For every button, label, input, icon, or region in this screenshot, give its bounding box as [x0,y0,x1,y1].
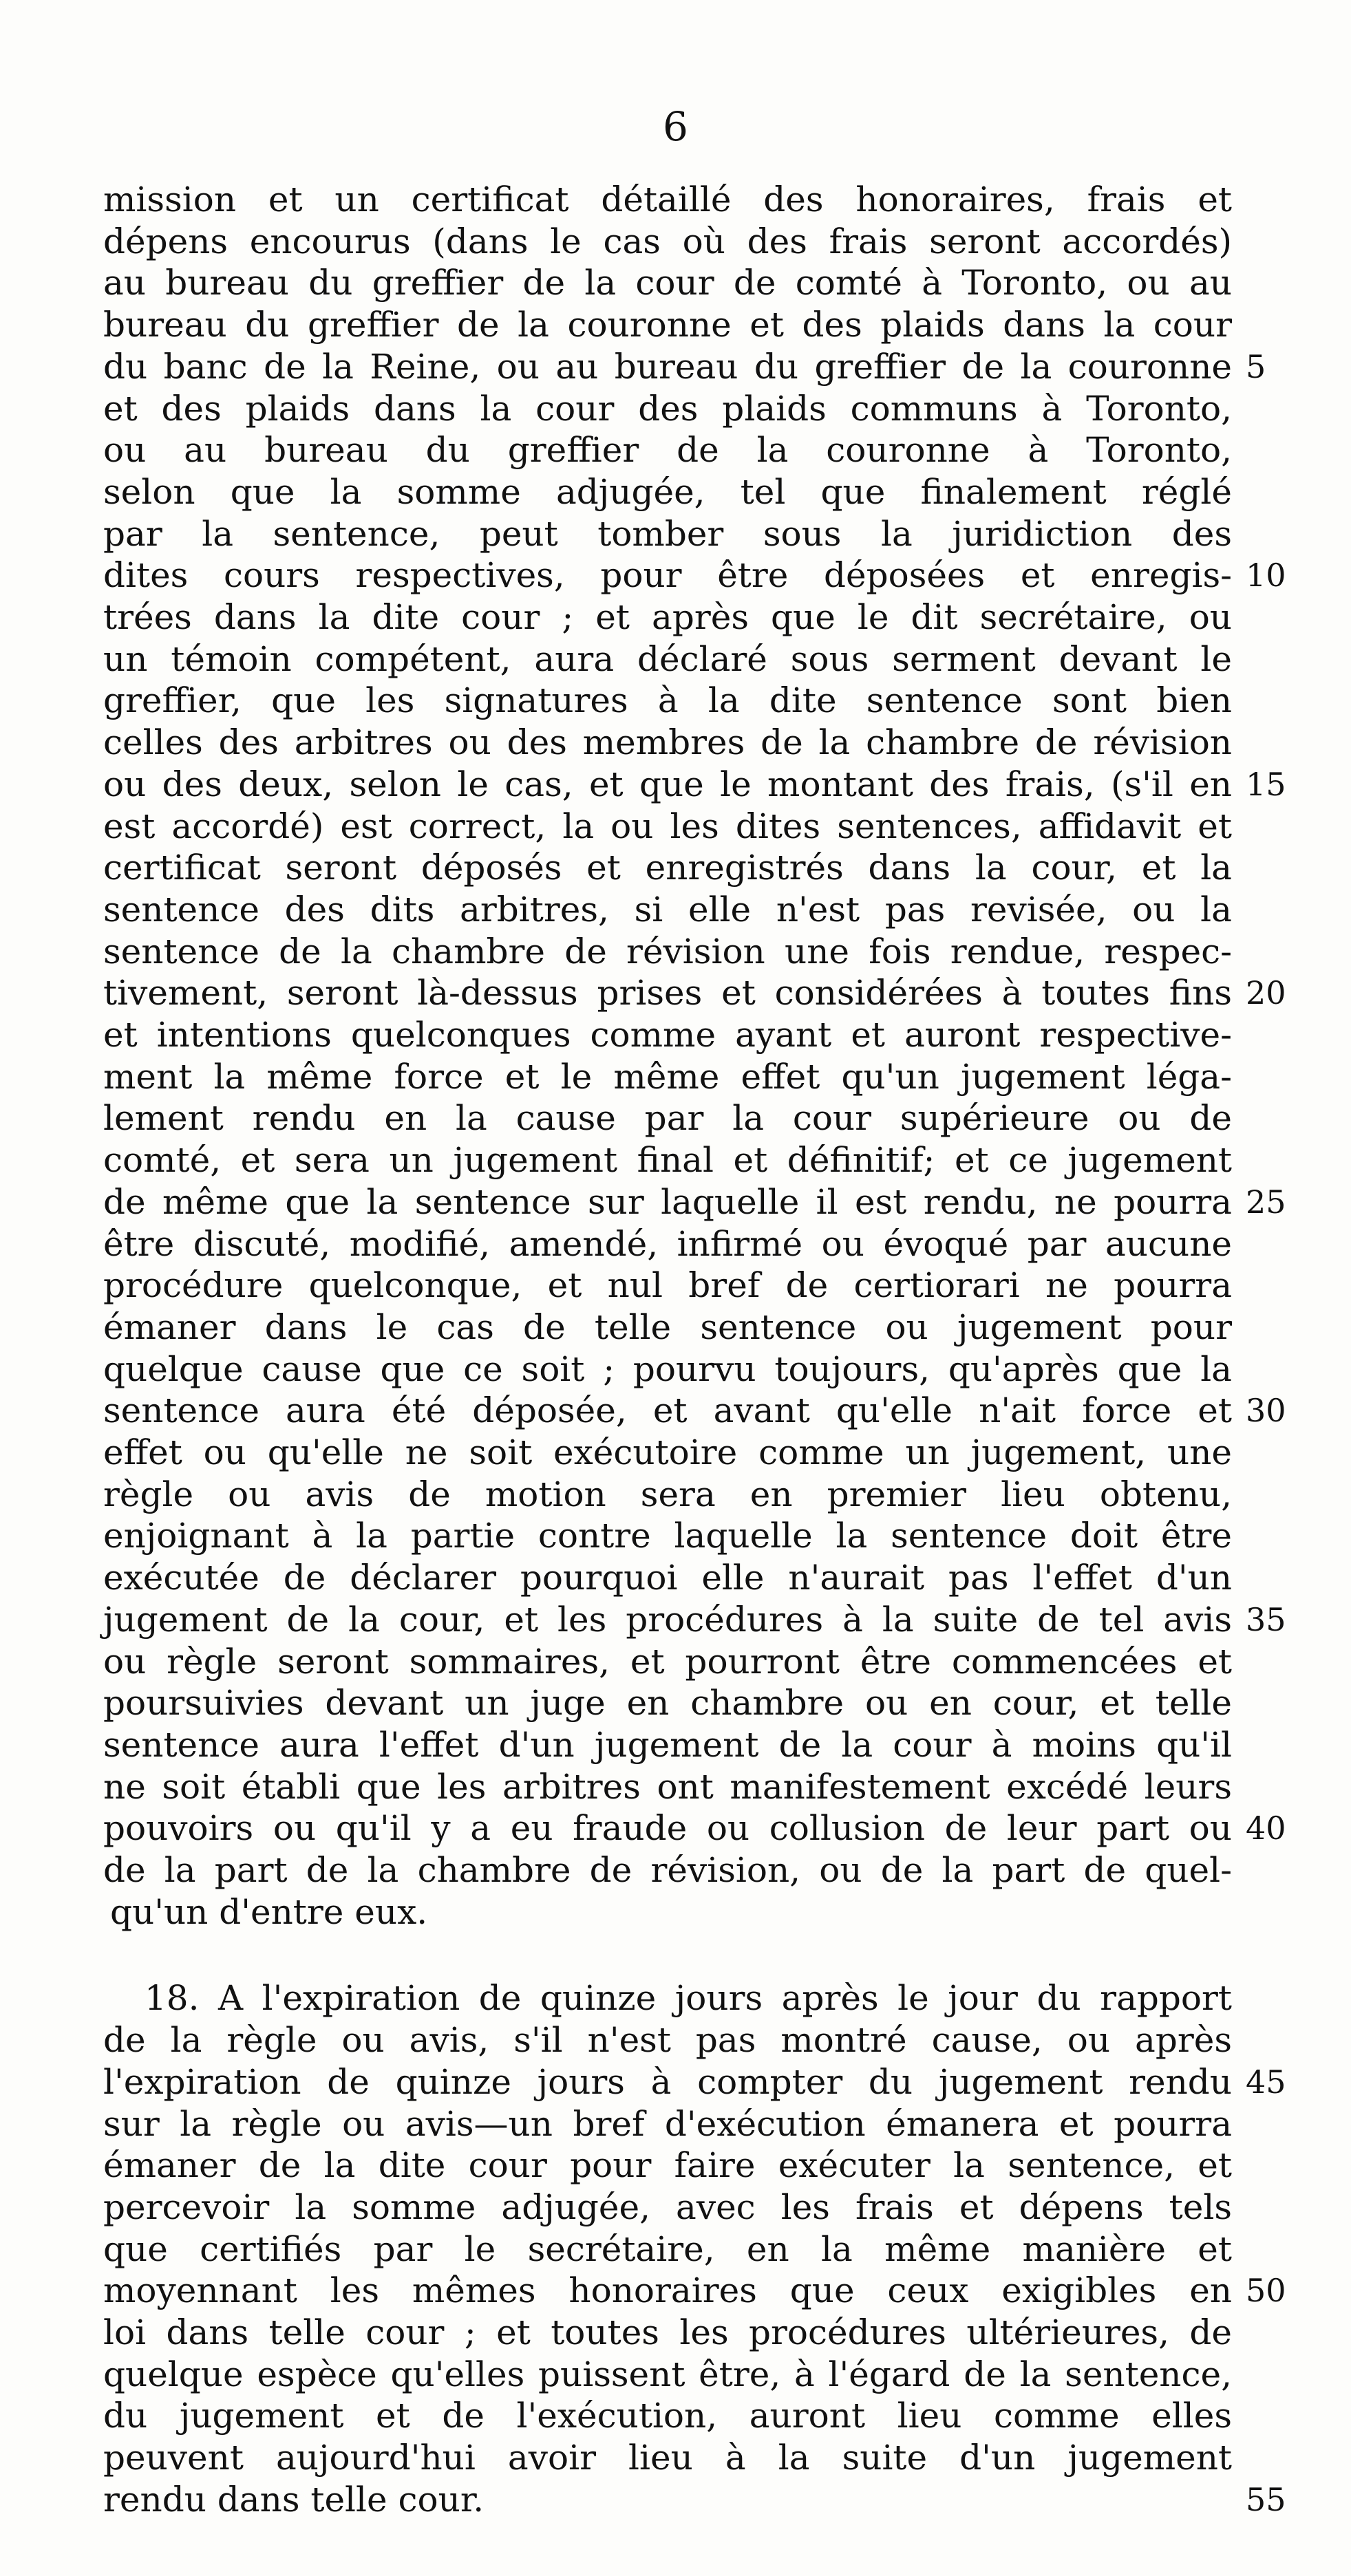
text-line: quelque espèce qu'elles puissent être, à l'égard de la sentence, [103,2354,1232,2394]
text-line: tivement, seront là-dessus prises et considérées à toutes fins [103,973,1232,1013]
text-line: sentence aura l'effet d'un jugement de la cour à moins qu'il [103,1724,1232,1765]
text-line: 18. A l'expiration de quinze jours après le jour du rapport [145,1978,1232,2019]
text-line: ou des deux, selon le cas, et que le montant des frais, (s'il en [103,764,1232,804]
text-line: émaner de la dite cour pour faire exécuter la sentence, et [103,2145,1232,2186]
text-line: rendu dans telle cour. [103,2479,485,2520]
text-line: règle ou avis de motion sera en premier lieu obtenu, [103,1474,1232,1514]
text-line: moyennant les mêmes honoraires que ceux exigibles en [103,2271,1232,2311]
text-line: ou règle seront sommaires, et pourront être commencées et [103,1641,1232,1682]
line-number: 5 [1246,347,1266,385]
text-line: pouvoirs ou qu'il y a eu fraude ou collusion de leur part ou [103,1808,1232,1849]
page-number: 6 [663,103,688,150]
line-number: 30 [1246,1392,1286,1430]
text-line: loi dans telle cour ; et toutes les procédures ultérieures, de [103,2312,1232,2352]
text-line: peuvent aujourd'hui avoir lieu à la suite d'un jugement [103,2438,1232,2478]
text-line: par la sentence, peut tomber sous la juridiction des [103,513,1232,554]
line-number: 25 [1246,1183,1286,1221]
text-line: percevoir la somme adjugée, avec les frais et dépens tels [103,2187,1232,2227]
text-line: sentence aura été déposée, et avant qu'elle n'ait force et [103,1391,1232,1431]
text-line: dites cours respectives, pour être déposées et enregis- [103,555,1232,596]
text-line: quelque cause que ce soit ; pourvu toujours, qu'après que la [103,1349,1232,1389]
line-number: 35 [1246,1600,1286,1638]
text-line: et des plaids dans la cour des plaids communs à Toronto, [103,388,1232,429]
text-line: du jugement et de l'exécution, auront lieu comme elles [103,2396,1232,2436]
text-line: bureau du greffier de la couronne et des plaids dans la cour [103,305,1232,345]
text-line: être discuté, modifié, amendé, infirmé ou évoqué par aucune [103,1223,1232,1264]
text-line: comté, et sera un jugement final et définitif; et ce jugement [103,1140,1232,1181]
line-number: 55 [1246,2480,1286,2518]
text-line: de la règle ou avis, s'il n'est pas montré cause, ou après [103,2020,1232,2061]
text-line: certificat seront déposés et enregistrés dans la cour, et la [103,848,1232,888]
text-line: et intentions quelconques comme ayant et auront respective- [103,1015,1232,1055]
text-line: du banc de la Reine, ou au bureau du greffier de la couronne [103,346,1232,387]
text-line: greffier, que les signatures à la dite sentence sont bien [103,680,1232,721]
text-line: effet ou qu'elle ne soit exécutoire comme un jugement, une [103,1432,1232,1472]
text-line: que certifiés par le secrétaire, en la même manière et [103,2229,1232,2269]
text-line: un témoin compétent, aura déclaré sous serment devant le [103,638,1232,679]
text-line: exécutée de déclarer pourquoi elle n'aurait pas l'effet d'un [103,1558,1232,1598]
text-line: dépens encourus (dans le cas où des frais seront accordés) [103,221,1232,261]
line-number: 40 [1246,1810,1286,1847]
text-line: celles des arbitres ou des membres de la chambre de révision [103,722,1232,763]
text-line: poursuivies devant un juge en chambre ou en cour, et telle [103,1683,1232,1724]
text-line: mission et un certificat détaillé des honoraires, frais et [103,180,1232,219]
text-line: jugement de la cour, et les procédures à la suite de tel avis [103,1599,1232,1640]
text-line: enjoignant à la partie contre laquelle la sentence doit être [103,1516,1232,1556]
text-line: qu'un d'entre eux. [110,1891,428,1932]
text-line: sur la règle ou avis—un bref d'exécution émanera et pourra [103,2103,1232,2144]
line-number: 45 [1246,2063,1286,2101]
text-line: ment la même force et le même effet qu'un jugement léga- [103,1056,1232,1097]
text-line: sentence des dits arbitres, si elle n'est pas revisée, ou la [103,889,1232,930]
text-line: est accordé) est correct, la ou les dites sentences, affidavit et [103,806,1232,846]
text-line: de la part de la chambre de révision, ou de la part de quel- [103,1850,1232,1890]
text-line: émaner dans le cas de telle sentence ou jugement pour [103,1307,1232,1347]
text-line: ou au bureau du greffier de la couronne à Toronto, [103,430,1232,471]
line-number: 15 [1246,765,1286,803]
text-line: lement rendu en la cause par la cour supérieure ou de [103,1098,1232,1139]
text-line: trées dans la dite cour ; et après que le dit secrétaire, ou [103,597,1232,637]
line-number: 50 [1246,2272,1286,2310]
text-line: ne soit établi que les arbitres ont manifestement excédé leurs [103,1766,1232,1807]
text-line: au bureau du greffier de la cour de comté à Toronto, ou au [103,263,1232,303]
text-line: procédure quelconque, et nul bref de certiorari ne pourra [103,1265,1232,1306]
line-number: 10 [1246,557,1286,594]
text-line: selon que la somme adjugée, tel que finalement réglé [103,471,1232,512]
text-line: de même que la sentence sur laquelle il est rendu, ne pourra [103,1181,1232,1222]
text-line: sentence de la chambre de révision une fois rendue, respec- [103,931,1232,972]
text-line: l'expiration de quinze jours à compter du jugement rendu [103,2061,1232,2102]
line-number: 20 [1246,974,1286,1012]
